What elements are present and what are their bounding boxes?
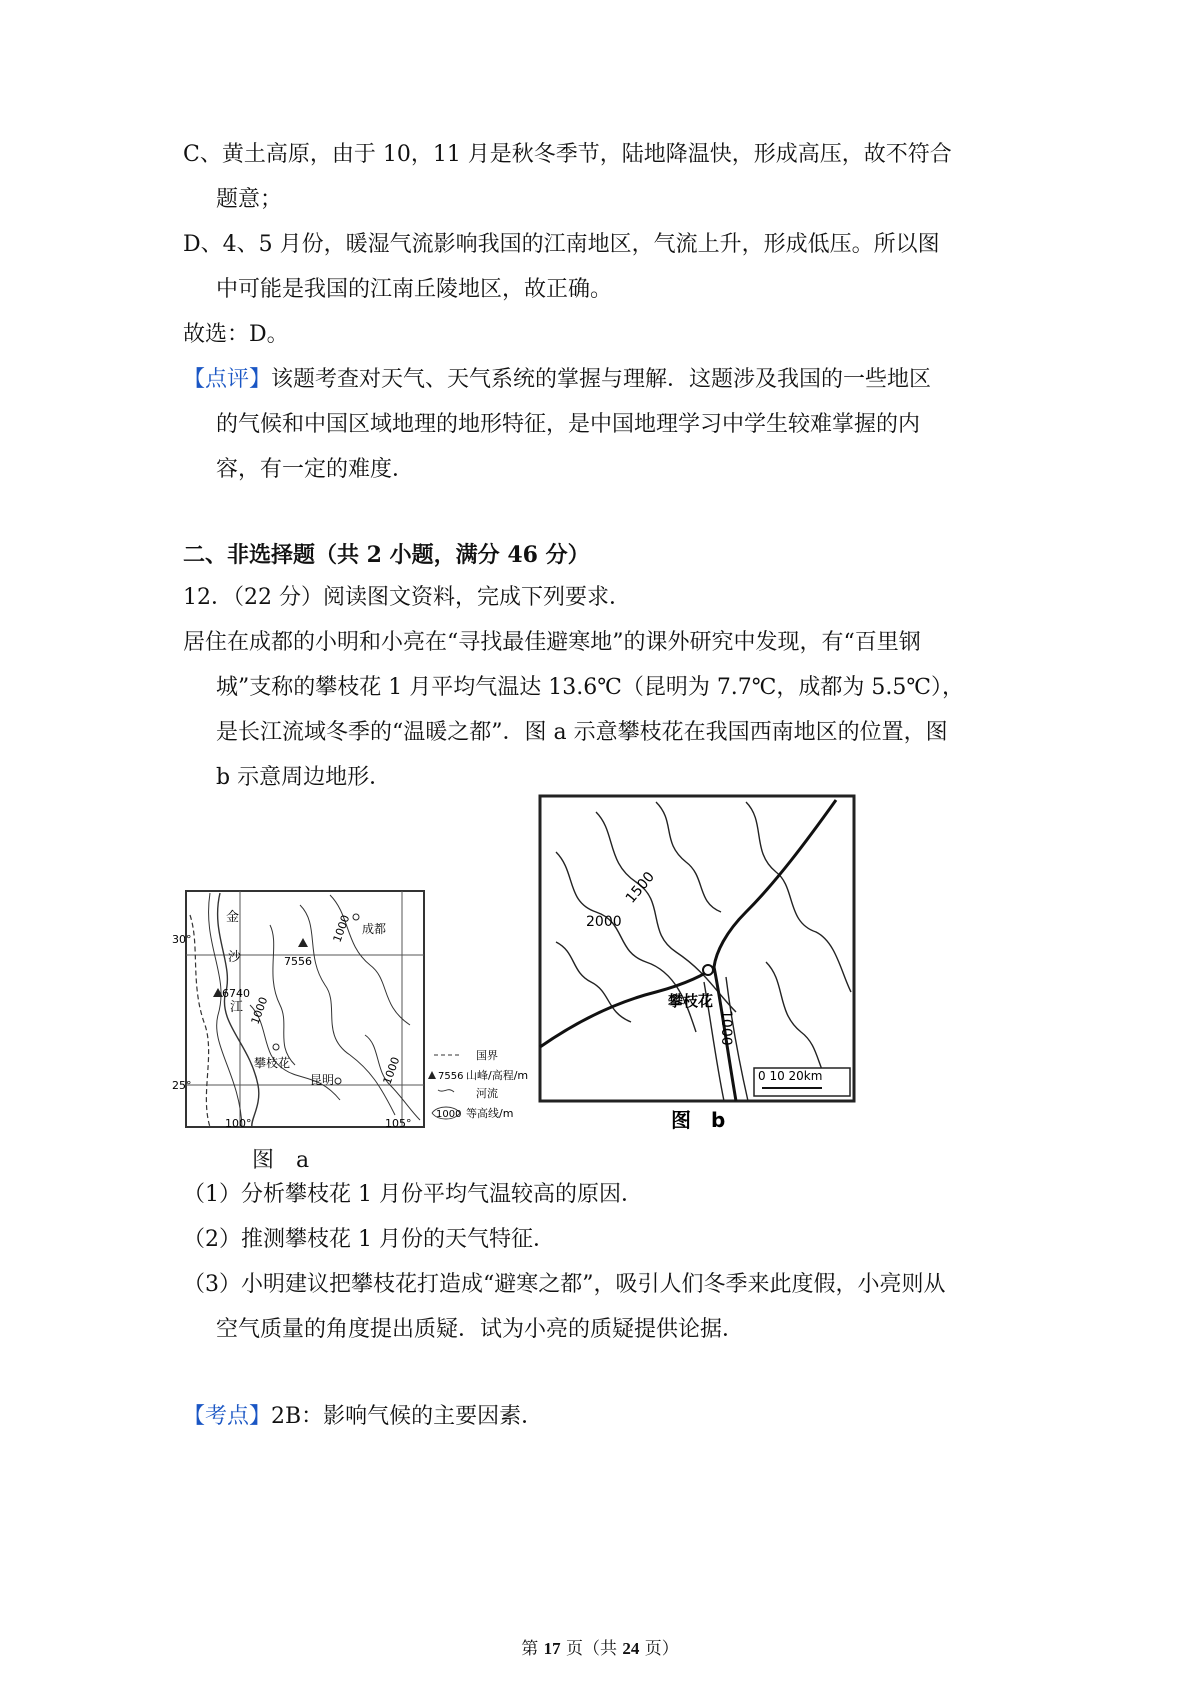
- city-marker-icon: [273, 1044, 279, 1050]
- question-text-4: b 示意周边地形．: [216, 765, 392, 790]
- map-b-contour: [596, 812, 736, 1012]
- map-b-river: [714, 800, 836, 967]
- map-a-lat-25: 25°: [172, 1079, 192, 1092]
- map-b: [536, 792, 860, 1134]
- kaodian-text: 2B：影响气候的主要因素．: [271, 1404, 544, 1429]
- sub-question-2: （2）推测攀枝花 1 月份的天气特征．: [183, 1227, 555, 1252]
- peak-icon: [298, 938, 308, 947]
- legend-river-symbol: [438, 1090, 454, 1092]
- map-a-lat-30: 30°: [172, 933, 192, 946]
- footer-total: 24: [622, 1639, 640, 1658]
- question-header: 12．（22 分）阅读图文资料，完成下列要求．: [183, 585, 631, 610]
- legend-border: 国界: [476, 1049, 498, 1062]
- footer-page: 17: [543, 1639, 561, 1658]
- legend-peak: 山峰/高程/m: [466, 1069, 529, 1082]
- map-a-peak-1: 7556: [284, 955, 312, 968]
- map-a-contour-1000c: 1000: [380, 1055, 403, 1087]
- map-a-border: [190, 915, 210, 1127]
- question-text-1: 居住在成都的小明和小亮在“寻找最佳避寒地”的课外研究中发现，有“百里钢: [183, 630, 921, 655]
- map-b-city: 攀枝花: [668, 992, 714, 1010]
- kaodian-line: [183, 1402, 543, 1432]
- section-title-c: 分）: [537, 542, 590, 568]
- page-footer: [0, 1634, 1200, 1659]
- sub-question-3-line-1: （3）小明建议把攀枝花打造成“避寒之都”，吸引人们冬季来此度假，小亮则从: [183, 1272, 946, 1297]
- map-b-contour: [656, 802, 721, 912]
- review-text-1: 该题考查对天气、天气系统的掌握与理解．这题涉及我国的一些地区: [271, 367, 932, 392]
- option-d-line-1: D、4、5 月份，暖湿气流影响我国的江南地区，气流上升，形成低压。所以图: [183, 232, 940, 257]
- question-text-2: 城”支称的攀枝花 1 月平均气温达 13.6℃（昆明为 7.7℃，成都为 5.5℃），: [216, 675, 965, 700]
- city-marker-icon: [703, 965, 713, 975]
- map-b-contour: [556, 942, 631, 1022]
- section-count: 2: [366, 542, 382, 568]
- section-title-b: 小题，满分: [381, 542, 508, 568]
- map-b-contour-1000: 1000: [718, 1010, 734, 1046]
- map-b-caption: 图 b: [671, 1108, 726, 1132]
- legend-peak-value: 7556: [438, 1071, 464, 1082]
- peak-icon: [428, 1071, 436, 1079]
- section-score: 46: [507, 542, 538, 568]
- option-d-line-2: 中可能是我国的江南丘陵地区，故正确。: [216, 277, 613, 302]
- footer-middle: 页（共: [560, 1639, 623, 1659]
- map-a-contour-1000b: 1000: [248, 995, 271, 1027]
- section-title-a: 二、非选择题（共: [183, 542, 367, 568]
- map-a-peak-2: 6740: [222, 987, 250, 1000]
- review-line-1: [183, 365, 931, 395]
- map-a-city-chengdu: 成都: [362, 922, 387, 936]
- answer-line: 故选：D。: [183, 322, 289, 347]
- map-a-lon-105: 105°: [385, 1117, 412, 1130]
- map-b-contour-2000: 2000: [586, 914, 622, 930]
- option-c-line-2: 题意；: [216, 187, 283, 212]
- map-a-lon-100: 100°: [225, 1117, 252, 1130]
- section-title: [183, 540, 590, 570]
- map-a-contour-1000a: 1000: [330, 913, 353, 945]
- footer-suffix: 页）: [639, 1639, 679, 1659]
- legend-contour-value: 1000: [436, 1109, 462, 1120]
- city-marker-icon: [335, 1078, 341, 1084]
- option-c-line-1: C、黄土高原，由于 10，11 月是秋冬季节，陆地降温快，形成高压，故不符合: [183, 142, 952, 167]
- legend-contour: 等高线/m: [466, 1107, 514, 1120]
- map-a-caption: 图 a: [252, 1148, 310, 1173]
- sub-question-1: （1）分析攀枝花 1 月份平均气温较高的原因．: [183, 1182, 643, 1207]
- map-b-scale: 0 10 20km: [758, 1069, 823, 1083]
- map-b-contour-1500: 1500: [622, 868, 658, 907]
- map-a-frame: [186, 891, 424, 1127]
- question-text-3: 是长江流域冬季的“温暖之都”．图 a 示意攀枝花在我国西南地区的位置，图: [216, 720, 948, 745]
- map-a: [172, 885, 590, 1135]
- map-a-river-sha: 沙: [228, 950, 242, 965]
- map-a-city-kunming: 昆明: [310, 1073, 335, 1087]
- map-a-river-jiang: 江: [230, 1000, 244, 1015]
- review-line-3: 容，有一定的难度．: [216, 457, 415, 482]
- legend-river: 河流: [476, 1087, 498, 1100]
- map-a-city-panzhihua: 攀枝花: [254, 1056, 291, 1070]
- kaodian-tag: 【考点】: [183, 1404, 272, 1429]
- sub-question-3-line-2: 空气质量的角度提出质疑．试为小亮的质疑提供论据．: [216, 1317, 745, 1342]
- map-a-river-jin: 金: [226, 910, 240, 925]
- review-tag: 【点评】: [183, 367, 272, 392]
- map-a-contour: [270, 925, 295, 1065]
- review-line-2: 的气候和中国区域地理的地形特征，是中国地理学习中学生较难掌握的内: [216, 412, 921, 437]
- footer-prefix: 第: [521, 1639, 544, 1659]
- city-marker-icon: [353, 914, 359, 920]
